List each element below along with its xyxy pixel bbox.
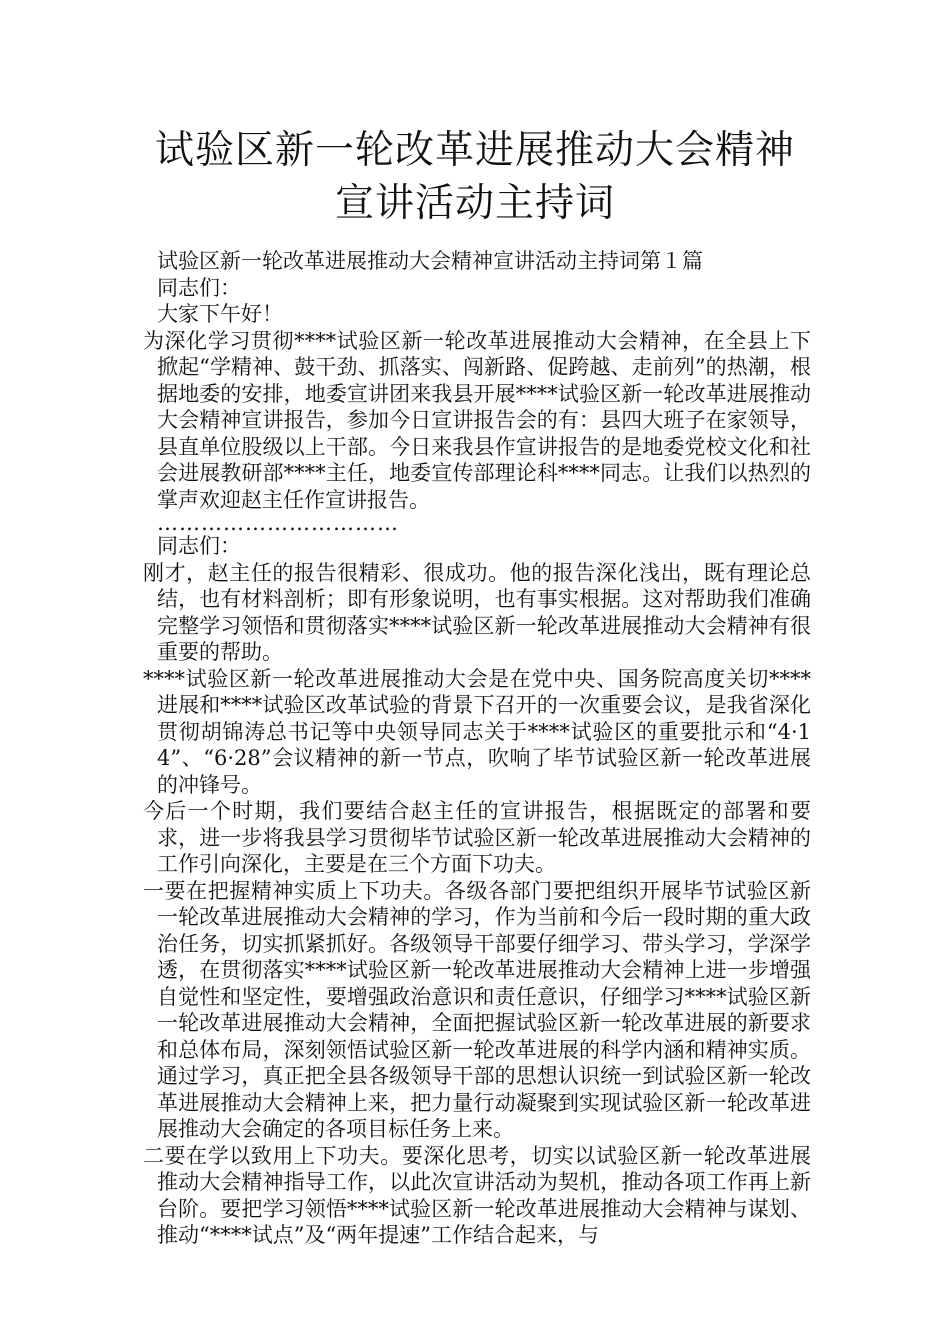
paragraph: 刚才，赵主任的报告很精彩、很成功。他的报告深化浅出，既有理论总结，也有材料剖析；即有形象说明，也有事实根据。这对帮助我们准确完整学习领悟和贯彻落实****试验区新一轮改革进展推动大会精神有很重要的帮助。 <box>143 560 811 664</box>
salutation-good-afternoon: 大家下午好！ <box>157 302 283 326</box>
paragraph: ****试验区新一轮改革进展推动大会是在党中央、国务院高度关切****进展和****试验区改革试验的背景下召开的一次重要会议，是我省深化贯彻胡锦涛总书记等中央领导同志关于****试验区的重要批示和“4·14”、“6·28”会议精神的新一节点，吹响了毕节试验区新一轮改革进展的冲锋号。 <box>143 666 811 797</box>
document-title: 试验区新一轮改革进展推动大会精神宣讲活动主持词 <box>154 128 795 226</box>
salutation-comrades-2: 同志们： <box>157 534 241 558</box>
paragraph: 为深化学习贯彻****试验区新一轮改革进展推动大会精神，在全县上下掀起“学精神、鼓干劲、抓落实、闯新路、促跨越、走前列”的热潮，根据地委的安排，地委宣讲团来我县开展****试验区新一轮改革进展推动大会精神宣讲报告，参加今日宣讲报告会的有：县四大班子在家领导，县直单位股级以上干部。今日来我县作宣讲报告的是地委党校文化和社会进展教研部****主任，地委宣传部理论科****同志。让我们以热烈的掌声欢迎赵主任作宣讲报告。 <box>143 328 811 512</box>
salutation-comrades: 同志们： <box>157 275 241 300</box>
document-subtitle: 试验区新一轮改革进展推动大会精神宣讲活动主持词第１篇 <box>157 249 703 273</box>
paragraph: 二要在学以致用上下功夫。要深化思考，切实以试验区新一轮改革进展推动大会精神指导工作，以此次宣讲活动为契机，推动各项工作再上新台阶。要把学习领悟****试验区新一轮改革进展推动大会精神与谋划、推动“****试点”及“两年提速”工作结合起来，与 <box>143 1143 811 1247</box>
paragraph: 一要在把握精神实质上下功夫。各级各部门要把组织开展毕节试验区新一轮改革进展推动大会精神的学习，作为当前和今后一段时期的重大政治任务，切实抓紧抓好。各级领导干部要仔细学习、带头学习，学深学透，在贯彻落实****试验区新一轮改革进展推动大会精神上进一步增强自觉性和坚定性，要增强政治意识和责任意识，仔细学习****试验区新一轮改革进展推动大会精神，全面把握试验区新一轮改革进展的新要求和总体布局，深刻领悟试验区新一轮改革进展的科学内涵和精神实质。通过学习，真正把全县各级领导干部的思想认识统一到试验区新一轮改革进展推动大会精神上来，把力量行动凝聚到实现试验区新一轮改革进展推动大会确定的各项目标任务上来。 <box>143 878 811 1141</box>
paragraph: 今后一个时期，我们要结合赵主任的宣讲报告，根据既定的部署和要求，进一步将我县学习贯彻毕节试验区新一轮改革进展推动大会精神的工作引向深化，主要是在三个方面下功夫。 <box>143 799 811 876</box>
document-body <box>143 248 811 1249</box>
ellipsis-separator: …………………………… <box>157 511 399 535</box>
